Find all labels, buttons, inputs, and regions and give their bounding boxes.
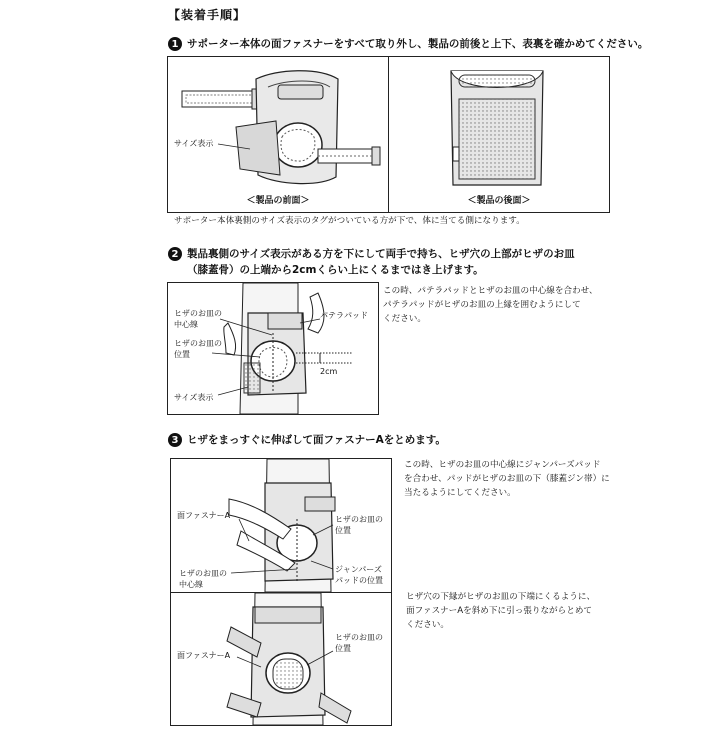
step3-top-position-label-2: 位置 bbox=[335, 526, 351, 535]
step1-number: 1 bbox=[168, 37, 182, 51]
step3-number: 3 bbox=[168, 433, 182, 447]
product-front-illustration bbox=[168, 57, 388, 212]
step1-text: サポーター本体の面ファスナーをすべて取り外し、製品の前後と上下、表裏を確かめてください。 bbox=[187, 38, 649, 50]
step2-note-line-2: パテラパッドがヒザのお皿の上縁を囲むようにして bbox=[383, 300, 581, 310]
step1-note: サポーター本体裏側のサイズ表示のタグがついている方が下で、体に当てる側になります。 bbox=[174, 216, 525, 226]
step3-note-1 bbox=[404, 458, 714, 500]
front-caption: ＜製品の前面＞ bbox=[246, 196, 310, 206]
step3-bottom-panel bbox=[170, 592, 392, 726]
step2-center-line-label-2: 中心線 bbox=[174, 320, 198, 329]
step3-bottom-position-label-2: 位置 bbox=[335, 644, 351, 653]
patella-pad-label: パテラパッド bbox=[320, 311, 368, 320]
step3-bottom-fastener-label: 面ファスナーA bbox=[177, 651, 231, 660]
back-caption: ＜製品の後面＞ bbox=[467, 196, 531, 206]
step3-note2-line-3: ください。 bbox=[406, 620, 449, 630]
step2-note-line-1: この時、パテラパッドとヒザのお皿の中心線を合わせ、 bbox=[383, 286, 598, 296]
step3-bottom-position-label-1: ヒザのお皿の bbox=[335, 633, 383, 642]
step3-note1-line-1: この時、ヒザのお皿の中心線にジャンパーズパッド bbox=[404, 460, 601, 470]
step2-text-line1: 製品裏側のサイズ表示がある方を下にして両手で持ち、ヒザ穴の上部がヒザのお皿 bbox=[187, 248, 575, 260]
product-back-illustration bbox=[389, 57, 609, 212]
step3-note1-line-2: を合わせ、パッドがヒザのお皿の下（膝蓋ジン帯）に bbox=[404, 474, 610, 484]
step1-header bbox=[168, 36, 708, 52]
step3-note1-line-3: 当たるようにしてください。 bbox=[404, 488, 516, 498]
step3-top-jumper-label-2: パッドの位置 bbox=[335, 576, 383, 585]
step2-number: 2 bbox=[168, 247, 182, 261]
step3-note-2 bbox=[406, 590, 706, 632]
step3-note2-line-1: ヒザ穴の下縁がヒザのお皿の下端にくるように、 bbox=[406, 592, 596, 602]
two-cm-label: 2cm bbox=[320, 367, 338, 376]
step3-note2-line-2: 面ファスナーAを斜め下に引っ張りながらとめて bbox=[406, 606, 593, 616]
step2-note bbox=[383, 284, 653, 326]
step3-top-center-label-2: 中心線 bbox=[179, 580, 203, 589]
step2-position-label-2: 位置 bbox=[174, 350, 190, 359]
product-back-panel bbox=[388, 56, 610, 213]
step3-top-panel bbox=[170, 458, 392, 593]
step2-header bbox=[168, 246, 708, 278]
step3-top-center-label-1: ヒザのお皿の bbox=[179, 569, 227, 578]
step2-note-line-3: ください。 bbox=[383, 314, 426, 324]
step3-top-jumper-label-1: ジャンパーズ bbox=[335, 565, 382, 574]
step3-header bbox=[168, 432, 708, 448]
step2-text-line2: （膝蓋骨）の上端から2cmくらい上にくるまではき上げます。 bbox=[187, 264, 484, 276]
page-heading: 【装着手順】 bbox=[168, 8, 247, 22]
step2-center-line-label-1: ヒザのお皿の bbox=[174, 309, 222, 318]
step3-top-position-label-1: ヒザのお皿の bbox=[335, 515, 383, 524]
step2-position-label-1: ヒザのお皿の bbox=[174, 339, 222, 348]
step2-image-panel bbox=[167, 282, 379, 415]
front-size-label: サイズ表示 bbox=[174, 139, 214, 148]
product-front-panel bbox=[167, 56, 389, 213]
step3-text: ヒザをまっすぐに伸ばして面ファスナーAをとめます。 bbox=[187, 434, 446, 446]
step2-size-label: サイズ表示 bbox=[174, 393, 214, 402]
step3-top-fastener-label: 面ファスナーA bbox=[177, 511, 231, 520]
